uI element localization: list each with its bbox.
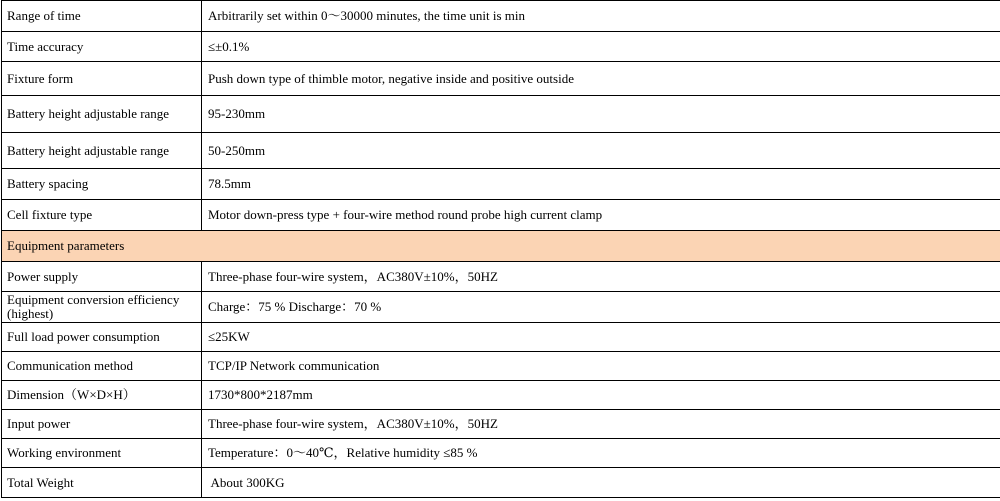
row-value: Charge：75 % Discharge：70 % — [202, 292, 1000, 323]
row-label: Range of time — [2, 1, 202, 32]
row-label: Full load power consumption — [2, 323, 202, 352]
table-row — [2, 96, 1000, 133]
table-row — [2, 133, 1000, 169]
row-value: Three-phase four-wire system，AC380V±10%，50HZ — [202, 262, 1000, 292]
table-row — [2, 323, 1000, 352]
row-value: ≤±0.1% — [202, 32, 1000, 62]
row-label: Battery height adjustable range — [2, 96, 202, 133]
row-label: Cell fixture type — [2, 200, 202, 231]
row-value: 50-250mm — [202, 133, 1000, 169]
table-row — [2, 32, 1000, 62]
table-row — [2, 468, 1000, 498]
row-value: Motor down-press type + four-wire method round probe high current clamp — [202, 200, 1000, 231]
section-header: Equipment parameters — [2, 231, 1000, 262]
row-label: Total Weight — [2, 468, 202, 498]
row-value: 1730*800*2187mm — [202, 381, 1000, 410]
table-row — [2, 62, 1000, 96]
row-label: Fixture form — [2, 62, 202, 96]
row-label: Power supply — [2, 262, 202, 292]
row-label: Communication method — [2, 352, 202, 381]
row-label: Time accuracy — [2, 32, 202, 62]
row-value: Arbitrarily set within 0～30000 minutes, the time unit is min — [202, 1, 1000, 32]
table-row — [2, 381, 1000, 410]
row-value: Temperature：0～40℃，Relative humidity ≤85 % — [202, 439, 1000, 468]
row-value: Three-phase four-wire system，AC380V±10%，50HZ — [202, 410, 1000, 439]
row-value: TCP/IP Network communication — [202, 352, 1000, 381]
row-value: ≤25KW — [202, 323, 1000, 352]
row-value: About 300KG — [202, 468, 1000, 498]
table-row — [2, 200, 1000, 231]
table-row — [2, 292, 1000, 323]
spec-table — [1, 0, 1000, 498]
row-label: Working environment — [2, 439, 202, 468]
row-value: 95-230mm — [202, 96, 1000, 133]
table-row — [2, 262, 1000, 292]
row-value: Push down type of thimble motor, negative inside and positive outside — [202, 62, 1000, 96]
row-label: Input power — [2, 410, 202, 439]
table-row — [2, 1, 1000, 32]
section-header-row — [2, 231, 1000, 262]
table-row — [2, 352, 1000, 381]
row-label: Battery height adjustable range — [2, 133, 202, 169]
table-row — [2, 410, 1000, 439]
row-value: 78.5mm — [202, 169, 1000, 200]
table-row — [2, 439, 1000, 468]
row-label: Battery spacing — [2, 169, 202, 200]
row-label: Equipment conversion efficiency (highest) — [2, 292, 202, 323]
table-row — [2, 169, 1000, 200]
row-label: Dimension（W×D×H） — [2, 381, 202, 410]
